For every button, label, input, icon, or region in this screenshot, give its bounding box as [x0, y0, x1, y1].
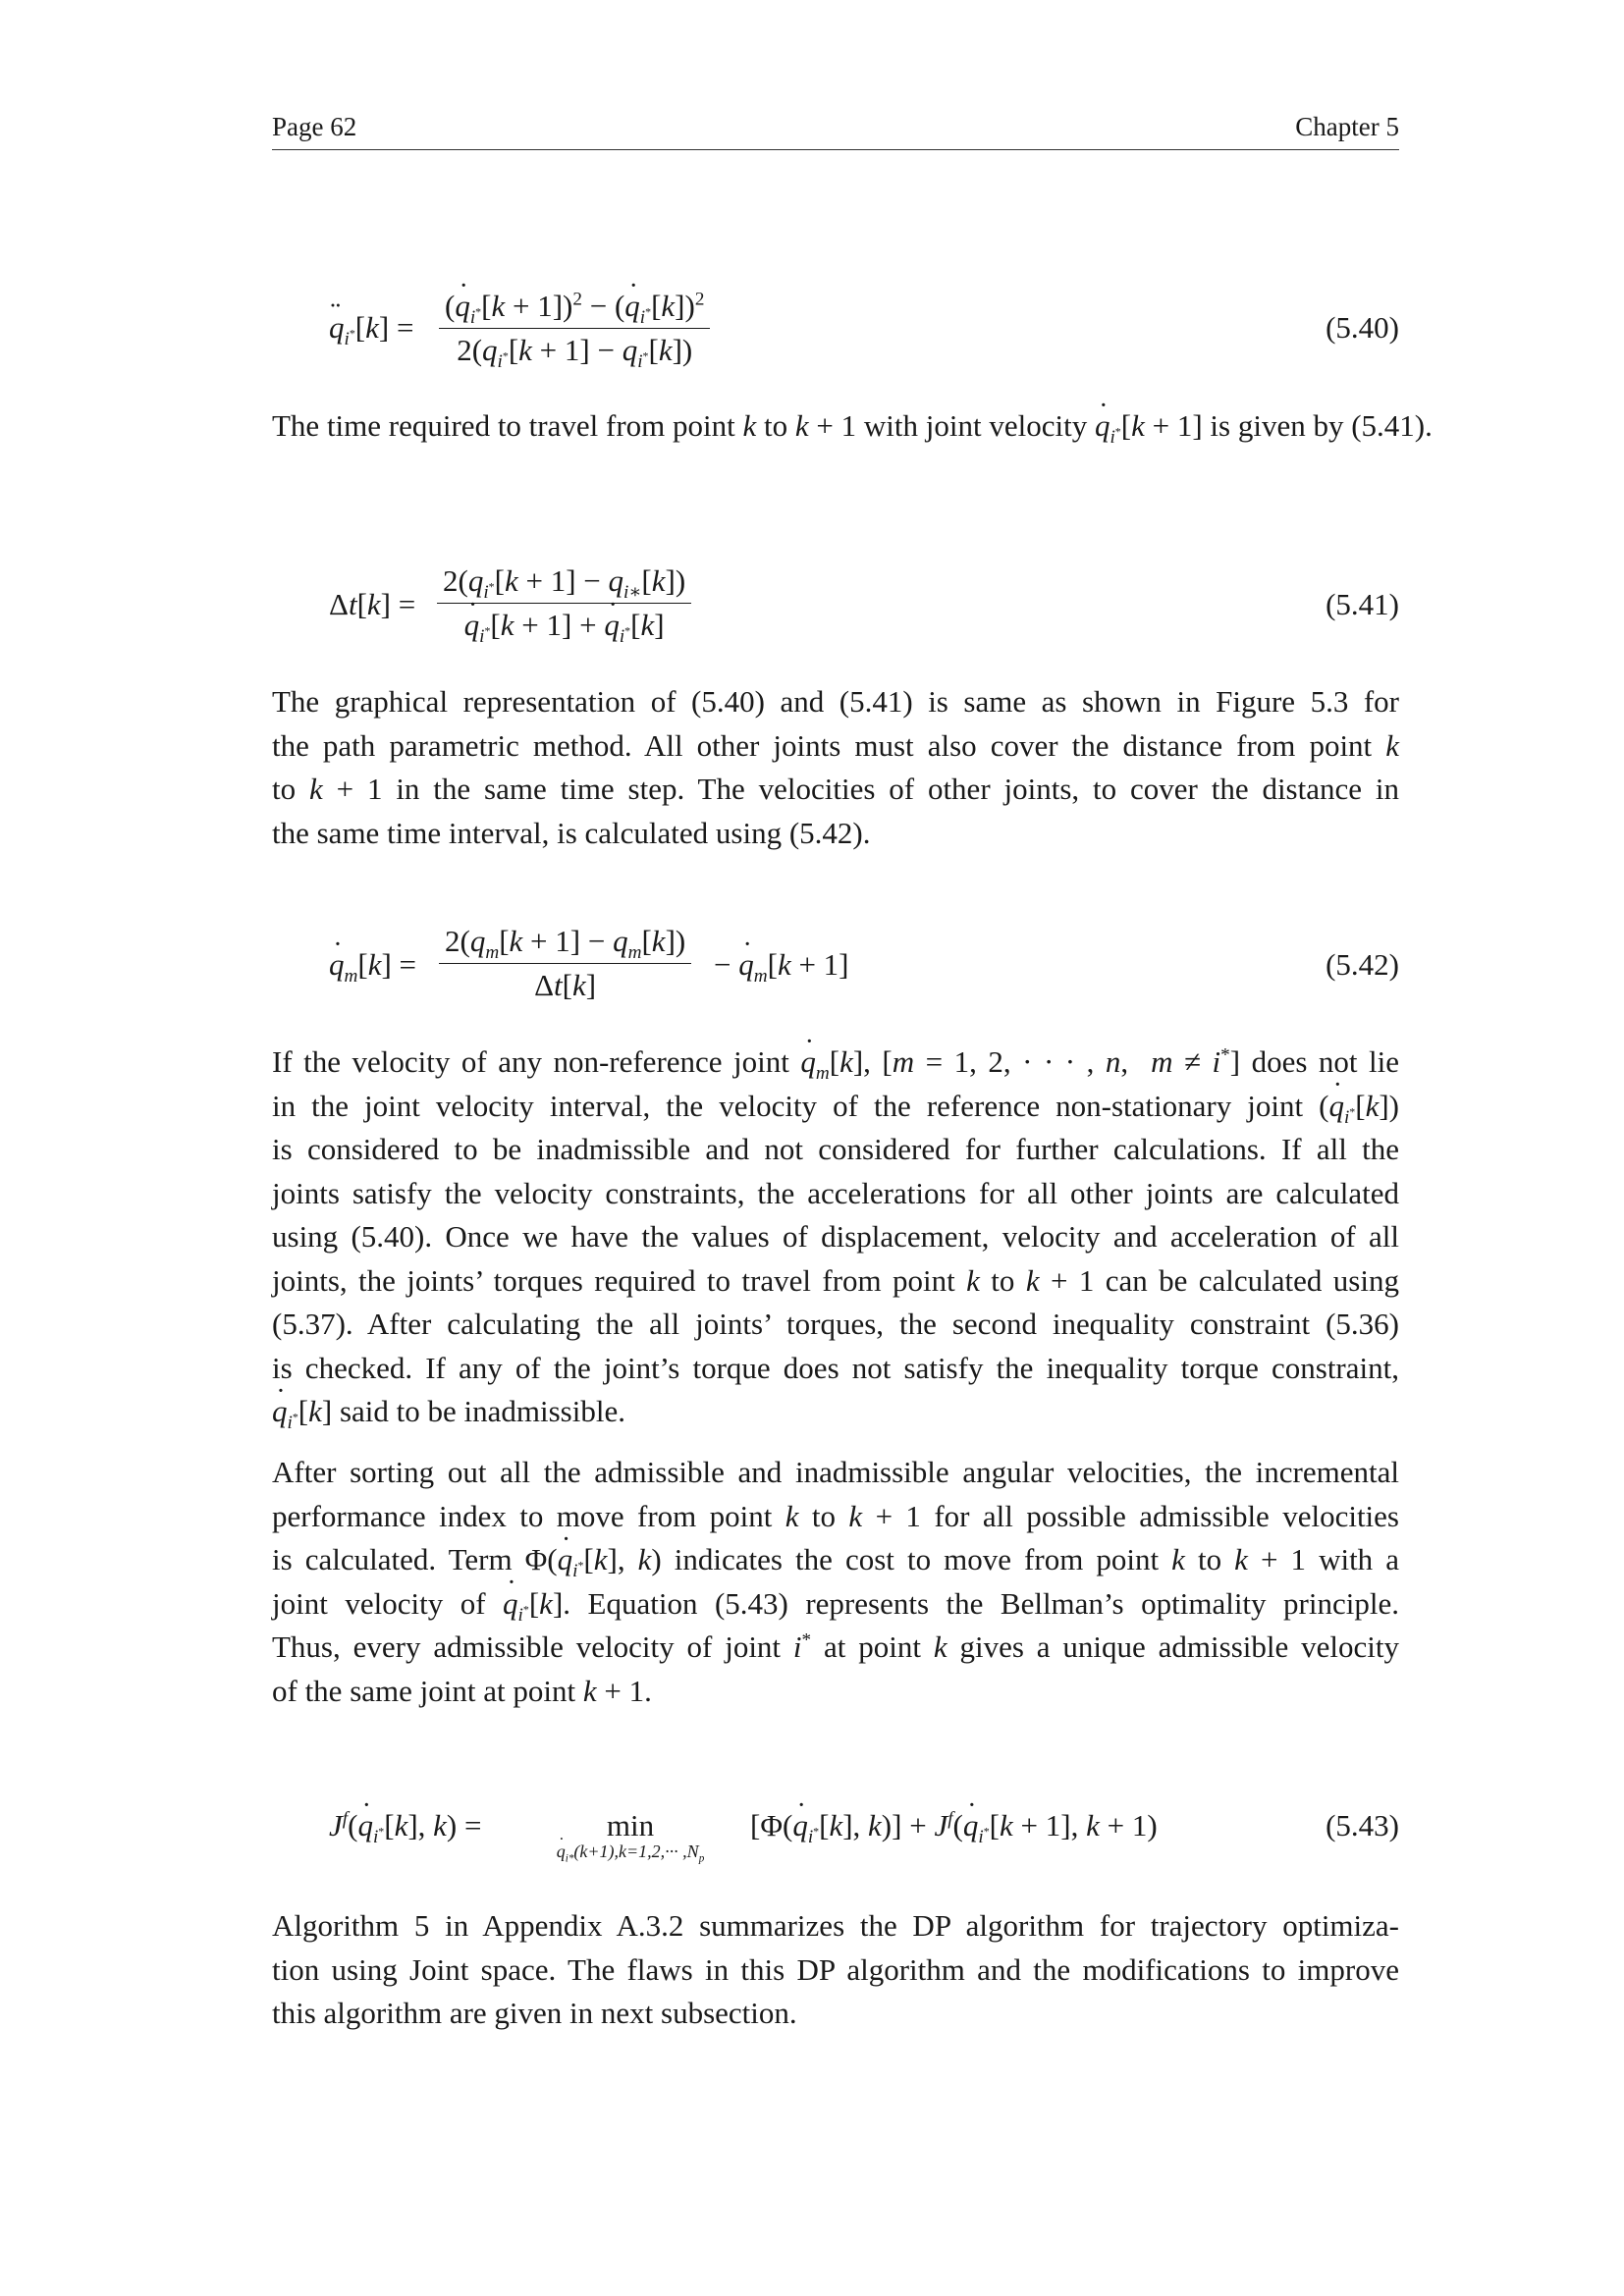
equation-lhs: $J^f(q$ $˙_{i^*}[k]$, k) =: [329, 1808, 481, 1843]
equation-number: (5.43): [1326, 1808, 1399, 1842]
equation-number: (5.40): [1326, 310, 1399, 345]
equation-5-43: [272, 1796, 1399, 1875]
equation-fraction: $\frac{2(q_m[k + 1] - q_m[k])}{\Delta t[k]}$: [439, 924, 691, 1003]
equation-lhs: q $˙_m[k]$ =: [329, 947, 416, 983]
equation-5-41: [272, 560, 1399, 658]
equation-lhs: q $¨_{i^*}[k]$ =: [329, 310, 413, 346]
equation-number: (5.41): [1326, 587, 1399, 621]
equation-fraction: $\frac{2(q_{i^*}[k + 1] - q_{i∗}[k])}{q ˙_{i^*}[k + 1] + q ˙_{i^*}[k]}$: [437, 563, 691, 643]
paragraph-1: The time required to travel from point k to k + 1 with joint velocity q $˙_{i^*}[k + 1]$ is given by (5.41).: [272, 404, 1399, 449]
chapter-label: Chapter 5: [1295, 112, 1399, 141]
equation-rhs: [Φ(q $˙_{i^*}[k]$, $k)] + J^f(q$ $˙_{i^*}[k + 1]$, k + 1): [750, 1808, 1158, 1843]
equation-5-42: [272, 918, 1399, 1016]
page-number: Page 62: [272, 112, 357, 141]
paragraph-2: The graphical representation of (5.40) and (5.41) is same as shown in Figure 5.3 for the path parametric method. All other joints must also cover the distance from point k to k + 1 in the same time step. The velocities of other joints, to cover the distance in the same time interval, is calculated using (5.42).: [272, 684, 1400, 850]
equation-rhs-term: − q $˙_m[k + 1]$: [714, 947, 849, 983]
paragraph-4: After sorting out all the admissible and inadmissible angular velocities, the incremental performance index to move from point k to k + 1 for all possible admissible velocities is calculated. Term Φ(q $˙_{i^*}[k]$, k) indicates the cost to move from point k to k + 1 with a joint velocity of q $˙_{i^*}[k]$. Equation (5.43) represents the Bellman’s optimality principle. Thus, every admissible velocity of joint i* at point k gives a unique admissible velocity of the same joint at point k + 1.: [272, 1451, 1399, 1713]
paragraph-5: Algorithm 5 in Appendix A.3.2 summarizes the DP algorithm for trajectory optimiza- tion using Joint space. The flaws in this DP algorithm and the modifications to improve this algorithm are given in next subsection.: [272, 1908, 1399, 2030]
equation-5-40: [272, 283, 1399, 381]
min-operator: min q $˙_{i*}(k+1),k=1,2,\cdot\cdot\cdot ,N_p$: [517, 1808, 743, 1862]
paragraph-3: If the velocity of any non-reference joint q $˙_m[k]$, [m = 1, 2, · · · , n, m ≠ i*] does not lie in the joint velocity interval, the velocity of the reference non-stationary joint (q $˙_{i^*}[k]$) is considered to be inadmissible and not considered for further calculations. If all the joints satisfy the velocity constraints, the accelerations for all other joints are calculated using (5.40). Once we have the values of displacement, velocity and acceleration of all joints, the joints’ torques required to travel from point k to k + 1 can be calculated using (5.37). After calculating the all joints’ torques, the second inequality constraint (5.36) is checked. If any of the joint’s torque does not satisfy the inequality torque constraint, q $˙_{i^*}[k]$ said to be inadmissible.: [272, 1041, 1399, 1434]
equation-number: (5.42): [1326, 947, 1399, 982]
page-header: [272, 110, 1399, 150]
equation-lhs: Δt[k] =: [329, 587, 416, 621]
equation-fraction: $\frac{(q ˙_{i^*}[k + 1])^2 - (q ˙_{i^*}[k])^2}{2(q_{i^*}[k + 1] - q_{i^*}[k])}$: [439, 289, 710, 368]
